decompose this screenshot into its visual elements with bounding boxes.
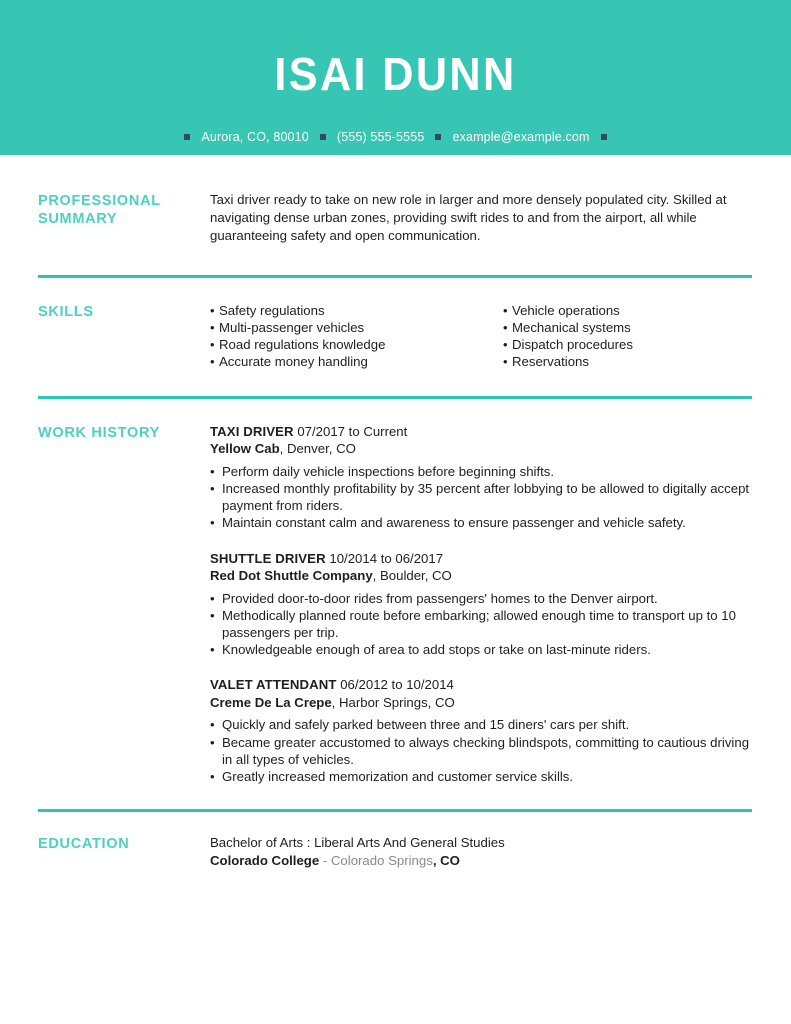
summary-text: Taxi driver ready to take on new role in larger and more densely populated city. Skilled at navigating dense urban zones, providing swift rides to and from the airport, all while guaranteeing safety and open communication. [210, 192, 727, 243]
job-company: Red Dot Shuttle Company [210, 568, 373, 584]
section-heading-line-2: SUMMARY [38, 211, 118, 227]
list-item: • Vehicle operations [503, 302, 752, 319]
job-title: TAXI DRIVER [210, 423, 294, 439]
square-bullet-icon [601, 134, 607, 140]
list-item: • Increased monthly profitability by 35 percent after lobbying to be allowed to digitally accept payment from riders. [210, 480, 752, 514]
education-degree: Bachelor of Arts : Liberal Arts And General Studies [210, 834, 505, 850]
job-title: VALET ATTENDANT [210, 677, 337, 693]
square-bullet-icon [320, 134, 326, 140]
job-location: , Boulder, CO [372, 568, 452, 584]
work-entry [210, 676, 752, 785]
job-dates: 07/2017 to Current [297, 423, 408, 439]
list-item: • Provided door-to-door rides from passengers' homes to the Denver airport. [210, 590, 752, 607]
list-item: • Quickly and safely parked between three and 15 diners' cars per shift. [210, 716, 752, 733]
list-item: • Reservations [503, 353, 752, 370]
education-school: Colorado College [210, 852, 320, 868]
list-item: • Mechanical systems [503, 319, 752, 336]
section-heading-education: EDUCATION [38, 835, 130, 852]
job-company: Yellow Cab [210, 441, 280, 457]
section-professional-summary [0, 155, 791, 275]
section-education [0, 812, 791, 900]
job-location: , Denver, CO [279, 441, 356, 457]
section-heading-work-history: WORK HISTORY [38, 424, 160, 441]
page-title: ISAI DUNN [274, 48, 517, 100]
section-heading-professional-summary [38, 191, 210, 228]
education-separator: - [319, 852, 331, 868]
education-state: , CO [432, 852, 460, 868]
section-work-history [0, 399, 791, 809]
contact-location: Aurora, CO, 80010 [201, 130, 309, 144]
resume-body [0, 155, 791, 900]
square-bullet-icon [435, 134, 441, 140]
list-item: • Became greater accustomed to always checking blindspots, committing to cautious driving in all types of vehicles. [210, 734, 752, 768]
list-item: • Knowledgeable enough of area to add stops or take on last-minute riders. [210, 641, 752, 658]
section-heading-skills: SKILLS [38, 303, 94, 320]
skills-column-left [210, 302, 481, 371]
list-item: • Greatly increased memorization and customer service skills. [210, 768, 752, 785]
list-item: • Multi-passenger vehicles [210, 319, 481, 336]
list-item: • Accurate money handling [210, 353, 481, 370]
work-entry [210, 550, 752, 659]
section-skills [0, 278, 791, 397]
square-bullet-icon [184, 134, 190, 140]
work-entry [210, 423, 752, 532]
resume-header [0, 0, 791, 155]
contact-phone[interactable]: (555) 555-5555 [336, 130, 425, 144]
job-dates: 06/2012 to 10/2014 [340, 677, 454, 693]
contact-bar [0, 130, 791, 144]
education-school-line [210, 852, 752, 870]
list-item: • Maintain constant calm and awareness to ensure passenger and vehicle safety. [210, 514, 752, 531]
list-item: • Safety regulations [210, 302, 481, 319]
list-item: • Dispatch procedures [503, 336, 752, 353]
list-item: • Methodically planned route before embarking; allowed enough time to transport up to 10 passengers per trip. [210, 607, 752, 641]
job-location: , Harbor Springs, CO [331, 694, 455, 710]
job-company: Creme De La Crepe [210, 694, 332, 710]
job-title: SHUTTLE DRIVER [210, 550, 326, 566]
contact-email[interactable]: example@example.com [452, 130, 590, 144]
section-heading-line-1: PROFESSIONAL [38, 193, 161, 209]
list-item: • Perform daily vehicle inspections before beginning shifts. [210, 463, 752, 480]
list-item: • Road regulations knowledge [210, 336, 481, 353]
job-dates: 10/2014 to 06/2017 [329, 550, 444, 566]
education-city: Colorado Springs [330, 852, 433, 868]
skills-column-right [481, 302, 752, 371]
